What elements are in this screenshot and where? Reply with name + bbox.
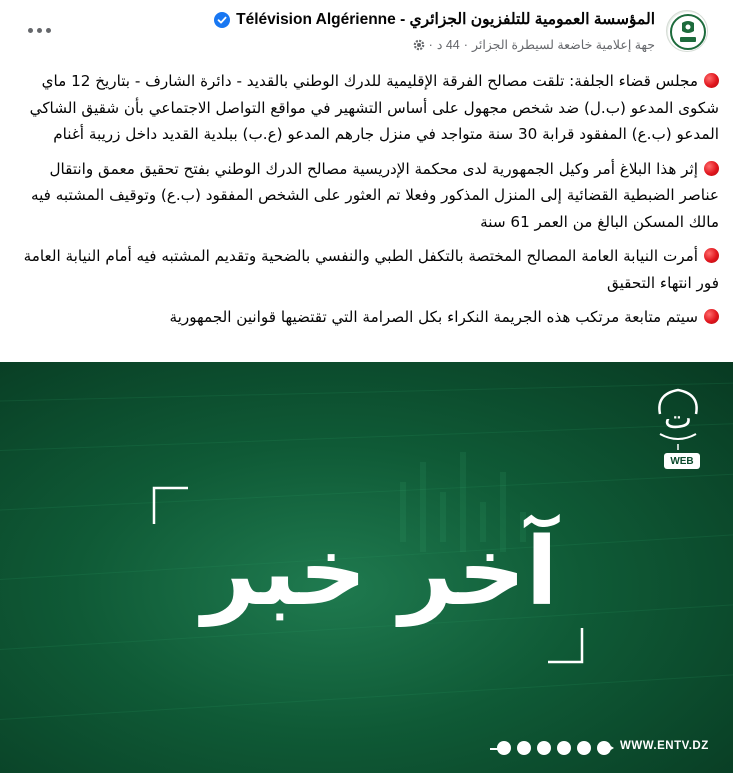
post-meta xyxy=(413,37,655,52)
play-triangle-icon xyxy=(604,742,614,754)
red-circle-icon xyxy=(704,73,719,88)
gear-privacy-icon[interactable] xyxy=(413,39,425,51)
page-name[interactable]: المؤسسة العمومية للتلفزيون الجزائري - Télévision Algérienne xyxy=(236,11,655,28)
entv-logo-icon xyxy=(667,11,708,52)
page-avatar[interactable] xyxy=(666,10,708,52)
site-url: WWW.ENTV.DZ xyxy=(620,740,709,752)
page-name-row xyxy=(214,10,655,29)
verified-badge-icon xyxy=(214,12,230,28)
paragraph-3: أمرت النيابة العامة المصالح المختصة بالتكفل الطبي والنفسي بالضحية وتقديم المشتبه فيه أمام النيابة العامة فور انتهاء التحقيق xyxy=(23,247,719,292)
meta-separator-2: · xyxy=(428,37,433,52)
post-time[interactable]: 44 د xyxy=(436,38,460,52)
more-options-icon xyxy=(28,28,33,33)
web-badge: WEB xyxy=(664,453,700,469)
image-headline: آخر خبر xyxy=(202,518,558,627)
more-options-button[interactable] xyxy=(22,20,56,40)
dot-5 xyxy=(577,741,591,755)
paragraph-1: مجلس قضاء الجلفة: تلقت مصالح الفرقة الإقليمية للدرك الوطني بالقديد - دائرة الشارف - بتاريخ 12 ماي شكوى المدعو (ب.ل) ضد شخص مجهول على أساس التشهير في مواقع التواصل الاجتماعي بأن شقيق الشاكي المدعو (ب.ع) المفقود قرابة 30 سنة متواجد في منزل جارهم المدعو (ع.ب) ببلدية القديد داخل زريبة أغنام xyxy=(29,72,719,143)
dot-3 xyxy=(537,741,551,755)
post-header xyxy=(0,0,733,62)
paragraph-4: سيتم متابعة مرتكب هذه الجريمة النكراء بكل الصرامة التي تقتضيها قوانين الجمهورية xyxy=(13,304,719,331)
logo-glyph: ت xyxy=(663,401,693,436)
dot-2 xyxy=(517,741,531,755)
post-body xyxy=(13,68,719,339)
red-circle-icon xyxy=(704,161,719,176)
red-circle-icon xyxy=(704,309,719,324)
paragraph-2: إثر هذا البلاغ أمر وكيل الجمهورية لدى محكمة الإدريسية مصالح الدرك الوطني بفتح تحقيق معمق وانتقال عناصر الضبطية القضائية إلى المنزل المذكور وفعلا تم العثور على الشخص المفقود (ب.ع) وتوقيف المشتبه فيه مالك المسكن البالغ من العمر 61 سنة xyxy=(30,159,719,231)
meta-separator: · xyxy=(463,37,468,52)
slide-dots xyxy=(497,741,611,755)
media-label[interactable]: جهة إعلامية خاضعة لسيطرة الجزائر xyxy=(471,38,655,52)
dot-1 xyxy=(497,741,511,755)
dot-4 xyxy=(557,741,571,755)
red-circle-icon xyxy=(704,248,719,263)
